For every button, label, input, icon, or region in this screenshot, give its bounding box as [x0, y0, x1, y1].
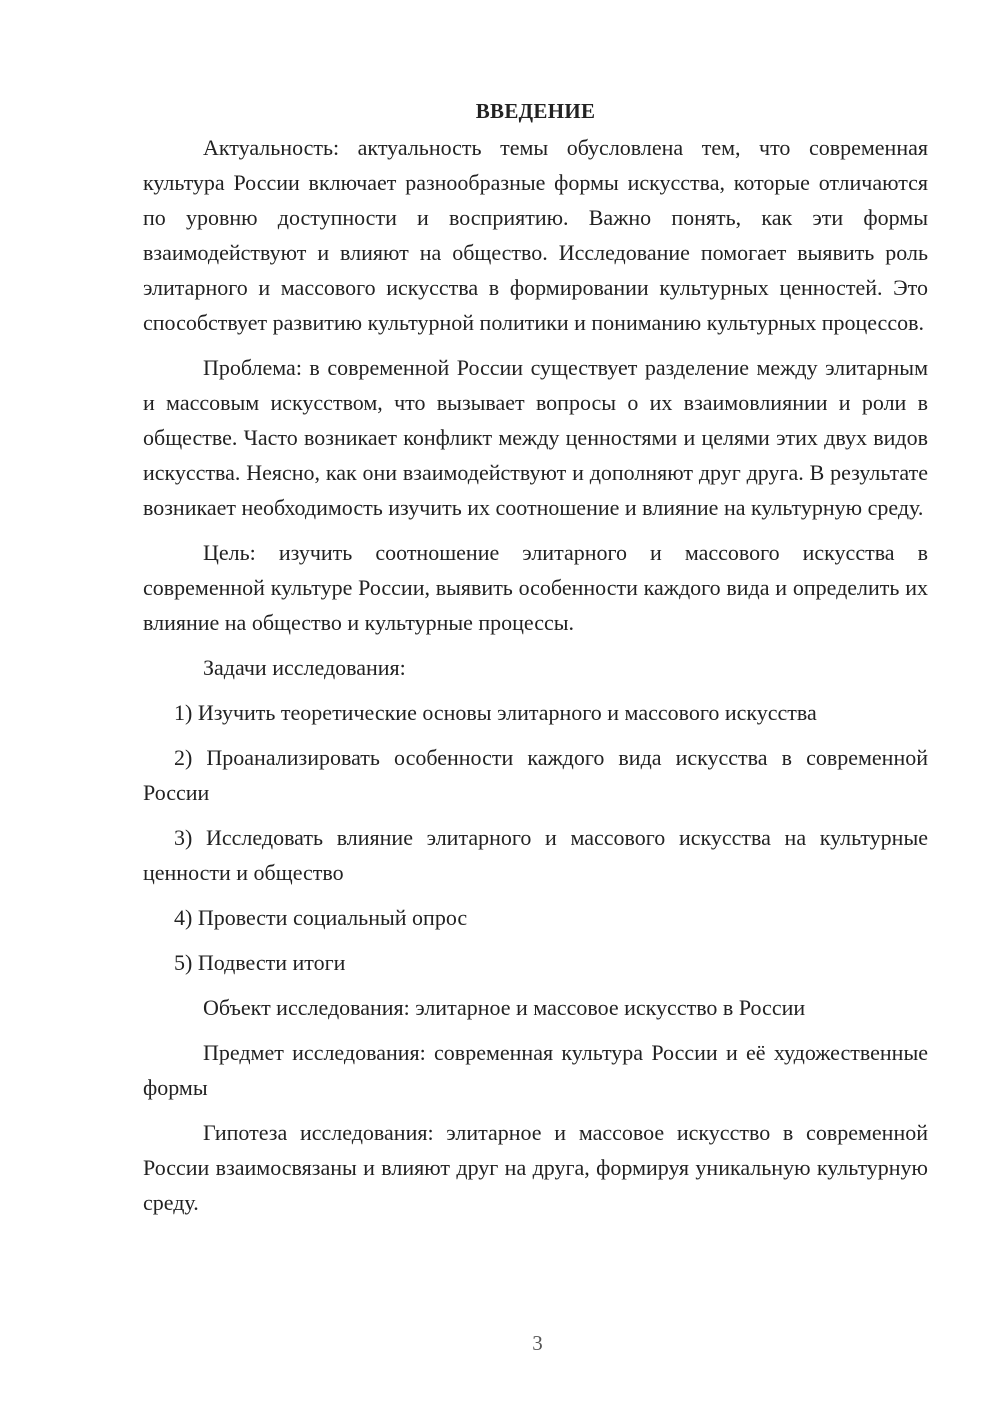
- task-item-4: 4) Провести социальный опрос: [174, 905, 468, 930]
- subject-paragraph: Предмет исследования: современная культура России и её художественные формы: [143, 1040, 928, 1100]
- page-content: [143, 92, 928, 1230]
- problem-paragraph: Проблема: в современной России существует разделение между элитарным и массовым искусством, что вызывает вопросы о их взаимовлиянии и роли в обществе. Часто возникает конфликт между ценностями и целями этих двух видов искусства. Неясно, как они взаимодействуют и дополняют друг друга. В результате возникает необходимость изучить их соотношение и влияние на культурную среду.: [143, 355, 928, 520]
- object-paragraph: Объект исследования: элитарное и массовое искусство в России: [203, 995, 806, 1020]
- hypothesis-paragraph: Гипотеза исследования: элитарное и массовое искусство в современной России взаимосвязаны и влияют друг на друга, формируя уникальную культурную среду.: [143, 1120, 928, 1215]
- page-number: 3: [532, 1331, 543, 1355]
- tasks-heading: Задачи исследования:: [203, 655, 406, 680]
- task-item-2: 2) Проанализировать особенности каждого вида искусства в современной России: [143, 745, 928, 805]
- task-item-1: 1) Изучить теоретические основы элитарного и массового искусства: [174, 700, 817, 725]
- task-item-3: 3) Исследовать влияние элитарного и массового искусства на культурные ценности и общество: [143, 825, 928, 885]
- relevance-paragraph: Актуальность: актуальность темы обусловлена тем, что современная культура России включает разнообразные формы искусства, которые отличаются по уровню доступности и восприятию. Важно понять, как эти формы взаимодействуют и влияют на общество. Исследование помогает выявить роль элитарного и массового искусства в формировании культурных ценностей. Это способствует развитию культурной политики и пониманию культурных процессов.: [143, 135, 928, 335]
- section-heading: ВВЕДЕНИЕ: [475, 99, 596, 123]
- task-item-5: 5) Подвести итоги: [174, 950, 346, 975]
- goal-paragraph: Цель: изучить соотношение элитарного и массового искусства в современной культуре России, выявить особенности каждого вида и определить их влияние на общество и культурные процессы.: [143, 540, 928, 635]
